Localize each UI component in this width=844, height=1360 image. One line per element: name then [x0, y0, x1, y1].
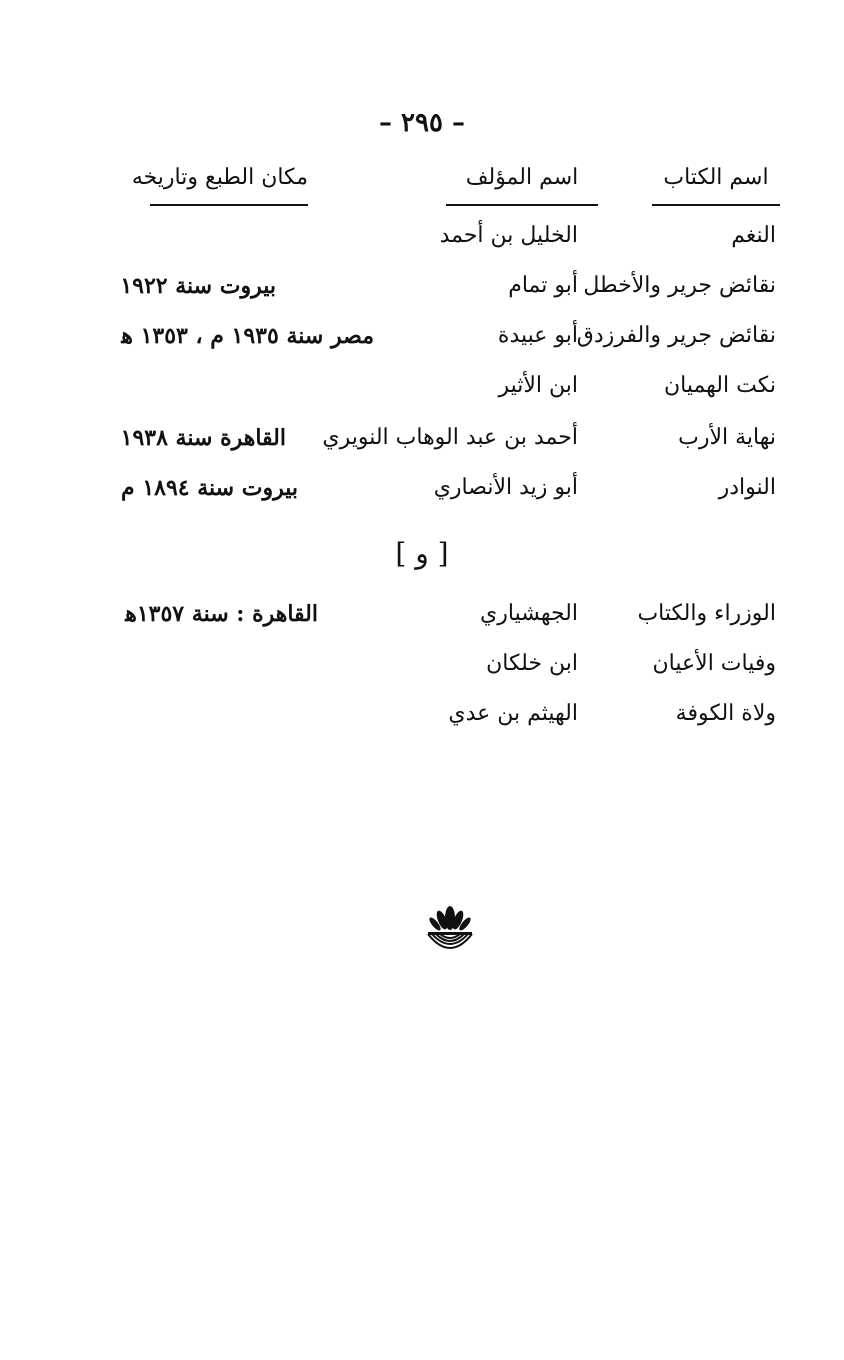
table-row: [0, 366, 844, 406]
cell-author: أبو تمام: [508, 273, 578, 298]
table-header: [0, 158, 844, 198]
table-row: [0, 418, 844, 458]
cell-author: الهيثم بن عدي: [448, 701, 578, 726]
cell-author: ابن الأثير: [498, 373, 578, 398]
cell-book: نكت الهميان: [663, 373, 776, 398]
floral-ornament-icon: [420, 900, 480, 960]
table-row: [0, 468, 844, 508]
table-row: [0, 694, 844, 734]
cell-book: النوادر: [718, 475, 776, 500]
header-rule-book: [652, 204, 780, 206]
table-row: [0, 644, 844, 684]
cell-author: الجهشياري: [480, 601, 578, 626]
cell-author: أحمد بن عبد الوهاب النويري: [322, 425, 578, 450]
table-row: [0, 316, 844, 356]
header-place: مكان الطبع وتاريخه: [131, 165, 308, 190]
cell-author: أبو عبيدة: [497, 323, 578, 348]
header-book: اسم الكتاب: [663, 165, 769, 190]
section-heading-waw: [ و ]: [395, 537, 449, 570]
cell-book: النغم: [731, 223, 776, 248]
table-row: [0, 216, 844, 256]
cell-author: أبو زيد الأنصاري: [433, 475, 578, 500]
table-row: [0, 594, 844, 634]
cell-book: وفيات الأعيان: [652, 651, 776, 676]
cell-place: القاهرة سنة ١٩٣٨: [120, 425, 286, 451]
table-row: [0, 266, 844, 306]
cell-book: نهاية الأرب: [678, 425, 776, 450]
page-number: – ٢٩٥ –: [378, 108, 466, 138]
cell-author: ابن خلكان: [486, 651, 578, 676]
header-author: اسم المؤلف: [465, 165, 579, 190]
cell-book: نقائض جرير والأخطل: [583, 273, 776, 298]
cell-author: الخليل بن أحمد: [439, 223, 578, 248]
header-rule-author: [446, 204, 598, 206]
cell-place: القاهرة : سنة ١٣٥٧ﻫ: [125, 601, 318, 627]
cell-place: بيروت سنة ١٩٢٢: [120, 273, 276, 299]
cell-book: نقائض جرير والفرزدق: [576, 323, 776, 348]
cell-place: بيروت سنة ١٨٩٤ م: [121, 475, 298, 501]
cell-place: مصر سنة ١٩٣٥ م ، ١٣٥٣ ﻫ: [121, 323, 374, 349]
cell-book: ولاة الكوفة: [675, 701, 776, 726]
header-rule-place: [150, 204, 308, 206]
cell-book: الوزراء والكتاب: [637, 601, 776, 626]
